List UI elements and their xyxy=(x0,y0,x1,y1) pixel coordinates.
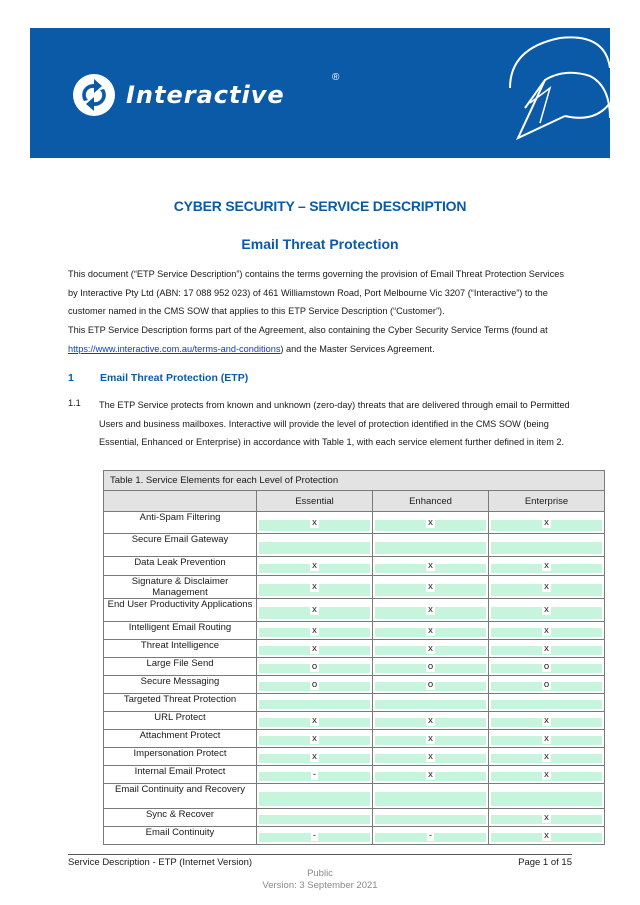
level-mark xyxy=(489,604,604,615)
level-mark-value: x xyxy=(428,560,433,571)
table-row xyxy=(104,748,605,766)
level-mark xyxy=(257,697,372,708)
level-mark-value: x xyxy=(428,715,433,726)
level-mark xyxy=(489,679,604,690)
table-row xyxy=(104,827,605,845)
level-mark-value: x xyxy=(428,581,433,592)
level-mark xyxy=(373,733,488,744)
level-mark xyxy=(257,581,372,592)
table-row xyxy=(104,576,605,599)
level-mark xyxy=(257,830,372,841)
table-row xyxy=(104,658,605,676)
level-cell-enhanced xyxy=(373,784,489,809)
level-mark-value xyxy=(545,697,549,708)
level-mark xyxy=(489,661,604,672)
table-row xyxy=(104,557,605,576)
level-mark xyxy=(373,643,488,654)
level-cell-essential xyxy=(257,576,373,599)
level-cell-enterprise xyxy=(489,827,605,845)
service-name: Data Leak Prevention xyxy=(104,557,257,576)
table-row xyxy=(104,676,605,694)
level-mark xyxy=(489,769,604,780)
level-mark xyxy=(489,625,604,636)
level-cell-enterprise xyxy=(489,784,605,809)
service-name: Large File Send xyxy=(104,658,257,676)
level-cell-enhanced xyxy=(373,622,489,640)
level-cell-enterprise xyxy=(489,766,605,784)
terms-link[interactable]: https://www.interactive.com.au/terms-and-conditions xyxy=(68,343,281,354)
level-mark-value xyxy=(313,539,317,550)
level-cell-enhanced xyxy=(373,640,489,658)
level-mark-value: x xyxy=(544,830,549,841)
level-cell-essential xyxy=(257,748,373,766)
footer-classification: Public xyxy=(307,868,333,879)
level-mark-value: x xyxy=(544,581,549,592)
level-mark-value: x xyxy=(312,517,317,528)
level-mark-value: x xyxy=(544,769,549,780)
level-cell-essential xyxy=(257,557,373,576)
level-mark xyxy=(489,715,604,726)
level-mark xyxy=(489,697,604,708)
footer-divider xyxy=(68,854,572,855)
level-mark-value xyxy=(313,790,317,801)
service-name: Email Continuity and Recovery xyxy=(104,784,257,809)
level-mark xyxy=(489,581,604,592)
footer-doc-name: Service Description - ETP (Internet Version) xyxy=(68,857,253,868)
level-mark-value: - xyxy=(428,830,433,841)
level-mark xyxy=(257,812,372,823)
level-mark-value: x xyxy=(428,643,433,654)
level-mark xyxy=(257,517,372,528)
header-banner xyxy=(30,28,610,158)
table-header-enhanced: Enhanced xyxy=(373,491,489,512)
service-name: Intelligent Email Routing xyxy=(104,622,257,640)
service-name: Anti-Spam Filtering xyxy=(104,512,257,534)
level-cell-enterprise xyxy=(489,622,605,640)
level-mark-value: x xyxy=(428,733,433,744)
level-mark-value: o xyxy=(427,679,434,690)
level-cell-enterprise xyxy=(489,748,605,766)
level-mark-value: x xyxy=(428,769,433,780)
service-name: End User Productivity Applications xyxy=(104,599,257,622)
table-caption-row xyxy=(104,471,605,491)
level-mark-value: x xyxy=(544,560,549,571)
level-mark xyxy=(257,539,372,550)
level-mark xyxy=(257,751,372,762)
service-name: Threat Intelligence xyxy=(104,640,257,658)
level-mark-value: x xyxy=(428,751,433,762)
level-mark-value: x xyxy=(428,625,433,636)
level-mark-value: x xyxy=(428,604,433,615)
service-name: Sync & Recover xyxy=(104,809,257,827)
table-row xyxy=(104,712,605,730)
level-mark-value: x xyxy=(312,643,317,654)
level-cell-enhanced xyxy=(373,576,489,599)
level-mark-value: x xyxy=(544,604,549,615)
level-cell-essential xyxy=(257,534,373,557)
level-mark xyxy=(373,539,488,550)
level-mark xyxy=(373,790,488,801)
section-heading xyxy=(68,372,248,384)
level-mark xyxy=(373,769,488,780)
level-mark xyxy=(257,679,372,690)
level-cell-essential xyxy=(257,694,373,712)
service-name: Internal Email Protect xyxy=(104,766,257,784)
level-mark xyxy=(373,812,488,823)
footer-version: Version: 3 September 2021 xyxy=(262,880,378,891)
level-mark-value: x xyxy=(312,715,317,726)
level-mark-value: - xyxy=(312,830,317,841)
service-name: Secure Email Gateway xyxy=(104,534,257,557)
table-caption: Table 1. Service Elements for each Level of Protection xyxy=(104,471,605,491)
level-mark xyxy=(257,769,372,780)
level-mark-value: x xyxy=(312,751,317,762)
level-cell-enhanced xyxy=(373,730,489,748)
level-cell-enterprise xyxy=(489,640,605,658)
level-mark-value: x xyxy=(312,581,317,592)
level-mark-value: - xyxy=(312,769,317,780)
level-mark-value: x xyxy=(312,604,317,615)
level-mark xyxy=(373,679,488,690)
level-cell-enhanced xyxy=(373,557,489,576)
level-mark-value: x xyxy=(312,560,317,571)
level-cell-essential xyxy=(257,809,373,827)
service-name: Targeted Threat Protection xyxy=(104,694,257,712)
table-row xyxy=(104,534,605,557)
level-mark-value: x xyxy=(312,733,317,744)
level-mark-value xyxy=(429,790,433,801)
level-mark xyxy=(373,830,488,841)
level-cell-enterprise xyxy=(489,712,605,730)
level-cell-enhanced xyxy=(373,676,489,694)
level-cell-essential xyxy=(257,676,373,694)
level-cell-enterprise xyxy=(489,658,605,676)
level-mark xyxy=(489,517,604,528)
level-mark-value: x xyxy=(544,812,549,823)
brand-logo xyxy=(70,70,340,120)
level-cell-essential xyxy=(257,599,373,622)
section-title: Email Threat Protection (ETP) xyxy=(100,372,249,384)
agreement-text-before: This ETP Service Description forms part of the Agreement, also containing the Cyber Security Service Terms (found at xyxy=(68,325,548,335)
brand-name: Interactive xyxy=(126,81,285,109)
level-cell-enterprise xyxy=(489,534,605,557)
service-name: Signature & Disclaimer Management xyxy=(104,576,257,599)
table-row xyxy=(104,784,605,809)
level-cell-enhanced xyxy=(373,512,489,534)
level-cell-essential xyxy=(257,512,373,534)
level-mark xyxy=(489,751,604,762)
level-mark-value: x xyxy=(312,625,317,636)
level-mark xyxy=(373,604,488,615)
level-mark xyxy=(257,661,372,672)
level-mark-value: x xyxy=(544,751,549,762)
level-mark-value: x xyxy=(544,643,549,654)
table-row xyxy=(104,512,605,534)
level-mark xyxy=(257,625,372,636)
level-mark xyxy=(257,604,372,615)
level-cell-enterprise xyxy=(489,576,605,599)
registered-mark: ® xyxy=(332,72,340,83)
level-mark xyxy=(257,715,372,726)
level-mark-value: x xyxy=(428,517,433,528)
level-mark-value: x xyxy=(544,625,549,636)
level-cell-enhanced xyxy=(373,827,489,845)
level-mark-value xyxy=(313,697,317,708)
level-cell-enhanced xyxy=(373,658,489,676)
table-row xyxy=(104,766,605,784)
level-mark xyxy=(373,751,488,762)
level-mark xyxy=(373,715,488,726)
service-name: URL Protect xyxy=(104,712,257,730)
service-name: Attachment Protect xyxy=(104,730,257,748)
level-cell-enterprise xyxy=(489,730,605,748)
table-row xyxy=(104,640,605,658)
interactive-logo-icon xyxy=(70,71,118,119)
level-mark-value xyxy=(313,812,317,823)
level-mark xyxy=(489,790,604,801)
service-elements-table xyxy=(103,470,605,845)
level-cell-enterprise xyxy=(489,676,605,694)
level-mark-value xyxy=(545,790,549,801)
level-mark-value xyxy=(429,812,433,823)
level-mark-value: o xyxy=(311,679,318,690)
level-mark xyxy=(373,697,488,708)
level-mark xyxy=(373,625,488,636)
table-row xyxy=(104,730,605,748)
level-cell-essential xyxy=(257,622,373,640)
section-number: 1 xyxy=(68,372,74,384)
level-mark xyxy=(257,790,372,801)
level-mark-value: x xyxy=(544,715,549,726)
level-cell-enterprise xyxy=(489,557,605,576)
level-mark xyxy=(373,581,488,592)
level-mark xyxy=(373,517,488,528)
level-mark xyxy=(489,539,604,550)
level-cell-essential xyxy=(257,827,373,845)
table-header-essential: Essential xyxy=(257,491,373,512)
footer-page-number: Page 1 of 15 xyxy=(518,857,572,868)
level-mark-value xyxy=(429,539,433,550)
document-subtitle: Email Threat Protection xyxy=(241,236,399,252)
level-cell-enhanced xyxy=(373,534,489,557)
level-mark xyxy=(373,560,488,571)
level-mark-value: o xyxy=(427,661,434,672)
level-cell-enhanced xyxy=(373,809,489,827)
level-mark xyxy=(489,830,604,841)
level-mark xyxy=(489,643,604,654)
service-name: Email Continuity xyxy=(104,827,257,845)
level-cell-enterprise xyxy=(489,512,605,534)
level-mark-value xyxy=(429,697,433,708)
table-row xyxy=(104,622,605,640)
level-mark xyxy=(257,733,372,744)
level-cell-essential xyxy=(257,730,373,748)
level-cell-essential xyxy=(257,640,373,658)
speech-bubble-graphic-icon xyxy=(470,28,610,158)
level-mark-value: o xyxy=(543,679,550,690)
level-mark xyxy=(489,733,604,744)
level-mark-value xyxy=(545,539,549,550)
level-cell-enhanced xyxy=(373,766,489,784)
service-name: Secure Messaging xyxy=(104,676,257,694)
level-mark xyxy=(257,643,372,654)
table-row xyxy=(104,599,605,622)
item-text: The ETP Service protects from known and unknown (zero-day) threats that are delivered through email to Permitted Users and business mailboxes. Interactive will provide the level of protection identified in the CMS SOW (being Essential, Enhanced or Enterprise) in accordance with Table 1, with each service element further defined in item 2. xyxy=(99,400,570,447)
level-cell-essential xyxy=(257,658,373,676)
level-mark xyxy=(257,560,372,571)
document-title: CYBER SECURITY – SERVICE DESCRIPTION xyxy=(173,198,467,214)
level-mark-value: o xyxy=(543,661,550,672)
item-number: 1.1 xyxy=(68,398,81,408)
table-header-enterprise: Enterprise xyxy=(489,491,605,512)
level-cell-enhanced xyxy=(373,712,489,730)
level-mark-value: o xyxy=(311,661,318,672)
service-name: Impersonation Protect xyxy=(104,748,257,766)
level-mark xyxy=(373,661,488,672)
level-mark-value: x xyxy=(544,517,549,528)
table-row xyxy=(104,694,605,712)
table-header-row xyxy=(104,491,605,512)
level-cell-essential xyxy=(257,766,373,784)
level-cell-enterprise xyxy=(489,599,605,622)
level-cell-enhanced xyxy=(373,599,489,622)
intro-paragraph: This document (“ETP Service Description”) contains the terms governing the provision of Email Threat Protection Services by Interactive Pty Ltd (ABN: 17 088 952 023) of 461 Williamstown Road, Port Melbourne Vic 3207 (“Interactive”) to the customer named in the CMS SOW that applies to this ETP Service Description (“Customer”). xyxy=(68,269,564,316)
level-cell-essential xyxy=(257,712,373,730)
table-header-service xyxy=(104,491,257,512)
table-row xyxy=(104,809,605,827)
level-cell-enhanced xyxy=(373,748,489,766)
level-cell-enterprise xyxy=(489,809,605,827)
agreement-text-after: ) and the Master Services Agreement. xyxy=(280,343,435,354)
level-cell-enterprise xyxy=(489,694,605,712)
level-mark xyxy=(489,812,604,823)
level-cell-enhanced xyxy=(373,694,489,712)
level-mark xyxy=(489,560,604,571)
agreement-paragraph xyxy=(68,321,572,358)
level-mark-value: x xyxy=(544,733,549,744)
level-cell-essential xyxy=(257,784,373,809)
